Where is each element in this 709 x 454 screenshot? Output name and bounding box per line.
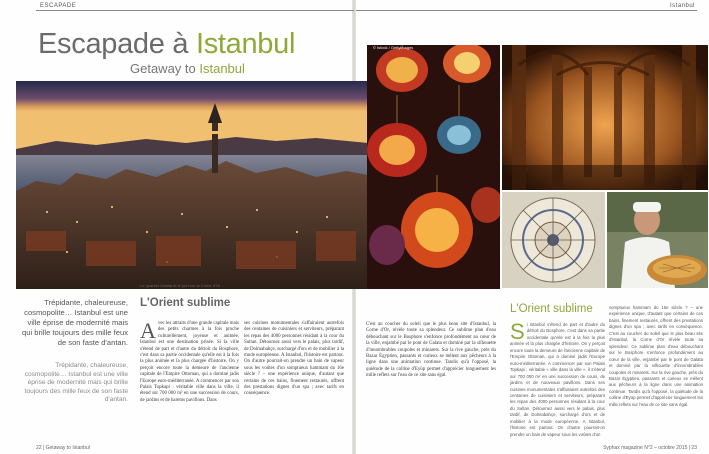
left-dropcap: A bbox=[140, 318, 156, 343]
right-article-column-2: somptueux hammam du 16e siècle ? – une expérience unique, d'autant que certains de ces bains, finement restaurés, offrent des prestations dignes d'un spa ; avec tarifs en conséquence. C'est au coucher du soleil que le plus beau site d'Istanbul, la Corne d'Or révèle toute sa splendeur. Ce sublime plan d'eau débouchant sur le Bosphore s'enfonce profondément au cœur de la ville, enjambé par le pont de Galata et dominé par la silhouette d'innombrables coupoles et minarets. Sur la rive gauche, près du Bazar Égyptien, passants et curieux se mêlent aux pêcheurs à la ligne dans une animation continue. Tandis qu'à l'opposé, la quiétude de la colline d'Eyüp permet d'apprécier longuement les mille reflets sur l'eau de ce site sans égal. bbox=[609, 305, 703, 407]
photo-mosque-dome bbox=[502, 192, 605, 288]
left-column-1-text: vec les attraits d'une grande capitale mais des petits charmes à la fois proche culturellement, joyeuse et animée, Istanbul est une destination prisée. Si la ville s'étend de part et d'autre du détroit du Bosphore, c'est dans sa partie occidentale qu'elle est à la fois la plus animée et la plus chargée d'histoire. On y perçoit encore toute la demeure de l'ancienne capitale de l'Empire Ottoman, qui a dominé jadis l'Europe euro-méditerranée. A commencer par son Palais Topkapi : véritable ville dans la ville, il étend sur 700 000 m² en une succession de cours, de jardins et de harems pavillons. Dans bbox=[140, 321, 239, 403]
chef-illustration bbox=[607, 192, 708, 288]
left-article-column-2: ses cuisines monumentales s'affairaient autrefois des centaines de cuisiniers et serviteurs, préparant les repas des 4000 personnes résidant à la cour du Sultan. Détournez aussi vers le palais, plus tardif, de Dolmabahçe, surchargé d'ors et de mobilier à la mode européenne. A Istanbul, l'histoire est partout. On d'autre pourrait-on prendre un bain de vapeur sous les voûtes d'un somptueux hammam du 16e siècle ? – une expérience unique, d'autant que certains de ces bains, finement restaurés, offrent des prestations dignes d'un spa ; avec tarifs en conséquence. bbox=[244, 321, 344, 397]
photo-istanbul-skyline bbox=[16, 81, 368, 289]
subtitle-prefix: Getaway to bbox=[130, 61, 200, 76]
page-folio-left: 22 | Getaway to Istanbul bbox=[36, 445, 90, 451]
subtitle-highlight: Istanbul bbox=[199, 61, 245, 76]
right-article-column-1 bbox=[510, 319, 605, 438]
header-rule-left bbox=[36, 10, 354, 11]
photo-basilica-cistern bbox=[502, 45, 708, 190]
photo-credit: © Istock / Gettyimages bbox=[373, 45, 414, 50]
middle-article-column: C'est au coucher du soleil que le plus beau site d'Istanbul, la Corne d'Or, révèle toute sa splendeur. Ce sublime plan d'eau débouchant sur le Bosphore s'enfonce profondément au cœur de la ville, enjambé par le pont de Galata et dominé par la silhouette d'innombrables coupoles et minarets. Sur la rive gauche, près du Bazar Égyptien, passants et curieux se mêlent aux pêcheurs à la ligne dans une animation continue. Tandis qu'à l'opposé, la quiétude de la colline d'Eyüp permet d'apprécier longuement les mille reflets sur l'eau de ce site sans égal. bbox=[366, 322, 496, 379]
title-prefix: Escapade à bbox=[38, 28, 196, 60]
right-column-1-text: i Istanbul s'étend de part et d'autre du détroit du Bosphore, c'est dans sa partie occidentale qu'elle est à la fois la plus animée et la plus chargée d'histoire. On y perçoit encore toute la demeure de l'ancienne capitale de l'Empire Ottoman, qui a dominé jadis l'Europe euro-méditerranée. A commencer par son Palais Topkapi : véritable « ville dans la ville », il s'étend sur 700 000 m² en une succession de cours, de jardins et de nouveaux pavillons. Dans ses cuisines monumentales s'affairaient autrefois des centaines de cuisiniers et serviteurs, préparant les repas des 4000 personnes résidant à la cour du Sultan. Détournez aussi vers le palais, plus tardif, de Dolmabahçe, surchargé d'ors et de mobilier à la mode européenne. A Istanbul, l'histoire est partout. On d'autre pourrait-on prendre un bain de vapeur sous les voûtes d'un bbox=[510, 322, 605, 437]
left-article-heading: L'Orient sublime bbox=[140, 297, 231, 309]
pullquote-english: Trépidante, chaleureuse, cosmopolite… Istanbul est une ville éprise de modernité mais qui brille toujours des mille feux de son faste d'antan. bbox=[24, 362, 128, 404]
section-label-left: ESCAPADE bbox=[40, 3, 77, 9]
photo-baklava-chef bbox=[607, 192, 708, 288]
right-article-heading: L'Orient sublime bbox=[510, 303, 593, 315]
article-title bbox=[38, 28, 295, 61]
section-label-right: Istanbul bbox=[669, 3, 695, 9]
right-dropcap: S bbox=[510, 319, 525, 344]
page-folio-right: Syphax magazine N°2 – octobre 2015 | 23 bbox=[603, 445, 697, 451]
photo-caption: Le quartier Galata et le port sur la Corne d'Or bbox=[140, 283, 221, 288]
lanterns-illustration bbox=[367, 45, 500, 289]
skyline-illustration bbox=[16, 81, 368, 289]
header-rule-right bbox=[356, 10, 697, 11]
article-subtitle bbox=[130, 61, 245, 76]
pullquote-french: Trépidante, chaleureuse, cosmopolite… Istanbul est une ville éprise de modernité mais qui brille toujours des mille feux de son faste d'antan. bbox=[22, 298, 128, 347]
photo-turkish-lanterns bbox=[367, 45, 500, 289]
dome-illustration bbox=[502, 192, 605, 288]
cistern-illustration bbox=[502, 45, 708, 190]
title-highlight: Istanbul bbox=[195, 28, 296, 60]
left-article-column-1 bbox=[140, 318, 239, 404]
